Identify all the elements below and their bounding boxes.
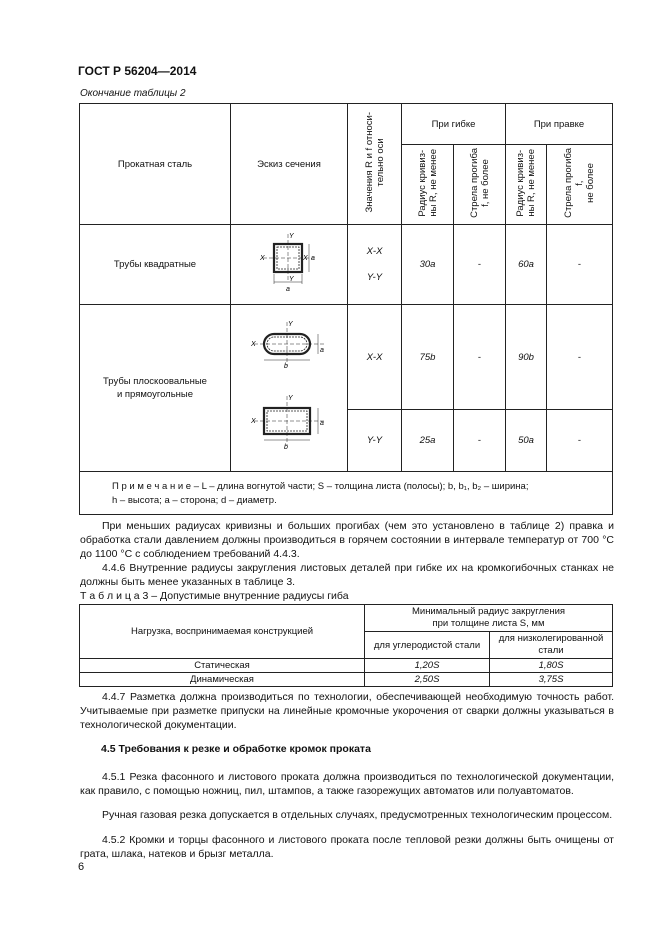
label-y: Y <box>289 276 294 283</box>
row-name: Трубы плоскоовальные и прямоугольные <box>80 305 231 472</box>
oval-rect-tube-sketch <box>244 312 334 462</box>
label-x: X <box>251 417 256 425</box>
table-3 <box>79 604 613 687</box>
paragraph: При меньших радиусах кривизны и больших прогибах (чем это установлено в таблице 2) правка и обработка стали давлением должны производиться в горячем состоянии в интервале температур от 700 °С до 1100 °С с соблюдением требований 4.4.3. <box>80 520 614 560</box>
cell-f-bend: - <box>454 305 506 410</box>
cell-carbon: 1,20S <box>365 659 490 673</box>
paragraph: Ручная газовая резка допускается в отдельных случаях, предусмотренных технологическим процессом. <box>102 809 613 821</box>
label-a: a <box>320 346 324 354</box>
cell-lowalloy: 1,80S <box>490 659 613 673</box>
head-bend-sag: Стрела прогиба f, не более <box>454 145 506 225</box>
cell-r-bend: 25a <box>402 410 454 472</box>
row-name: Трубы квадратные <box>80 225 231 305</box>
head-values: Значения R и f относи- тельно оси <box>348 104 402 225</box>
cell-r-str: 50a <box>506 410 547 472</box>
sketch-square-tube <box>231 225 348 305</box>
cell-load: Динамическая <box>80 673 365 687</box>
cell-f-bend: - <box>454 225 506 305</box>
row-axes: X-X <box>348 305 402 410</box>
table-note: П р и м е ч а н и е – L – длина вогнутой части; S – толщина листа (полосы); b, b₁, b₂ – ширина; h – высота; a – сторона; d – диаметр. <box>80 472 613 515</box>
cell-f-str: - <box>547 305 613 410</box>
label-y: Y <box>288 394 293 402</box>
label-x: X <box>260 255 265 262</box>
label-a: a <box>311 255 315 262</box>
head-bend: При гибке <box>402 104 506 145</box>
head-bend-radius: Радиус кривиз- ны R, не менее <box>402 145 454 225</box>
document-header: ГОСТ Р 56204—2014 <box>78 64 197 78</box>
cell-f-str: - <box>547 410 613 472</box>
sketch-oval-rect-tube <box>231 305 348 472</box>
cell-carbon: 2,50S <box>365 673 490 687</box>
table-3-title: Т а б л и ц а 3 – Допустимые внутренние радиусы гиба <box>80 590 349 602</box>
label-y: Y <box>289 233 294 240</box>
head-steel: Прокатная сталь <box>80 104 231 225</box>
paragraph: 4.5.1 Резка фасонного и листового проката должна производиться по технологической документации, как правило, с помощью ножниц, пил, штампов, а также газорежущих автоматов или полуавтоматов. <box>80 771 614 797</box>
row-axes: X-X Y-Y <box>348 225 402 305</box>
cell-f-str: - <box>547 225 613 305</box>
cell-r-str: 90b <box>506 305 547 410</box>
head-straighten: При правке <box>506 104 613 145</box>
table-2 <box>79 103 613 515</box>
head-carbon: для углеродистой стали <box>365 632 490 659</box>
square-tube-sketch <box>249 230 329 296</box>
row-axes: Y-Y <box>348 410 402 472</box>
label-b: b <box>284 443 288 451</box>
cell-r-str: 60a <box>506 225 547 305</box>
head-load: Нагрузка, воспринимаемая конструкцией <box>80 605 365 659</box>
label-b: b <box>284 362 288 370</box>
section-heading: 4.5 Требования к резке и обработке кромок проката <box>101 743 371 755</box>
label-a: a <box>320 419 324 427</box>
cell-lowalloy: 3,75S <box>490 673 613 687</box>
head-lowalloy: для низколегированной стали <box>490 632 613 659</box>
paragraph: 4.4.6 Внутренние радиусы закругления листовых деталей при гибке их на кромкогибочных станках не должны быть менее указанных в таблице 3. <box>80 562 614 588</box>
table-caption: Окончание таблицы 2 <box>80 88 186 99</box>
head-str-radius: Радиус кривиз- ны R, не менее <box>506 145 547 225</box>
label-x: X <box>303 255 308 262</box>
label-y: Y <box>288 320 293 328</box>
cell-load: Статическая <box>80 659 365 673</box>
paragraph: 4.4.7 Разметка должна производиться по технологии, обеспечивающей необходимую точность работ. Учитываемые при разметке припуски на линейные кромочные укорочения от сварки должны указываться в технологической документации. <box>80 691 614 731</box>
page-number: 6 <box>78 861 85 873</box>
head-sketch: Эскиз сечения <box>231 104 348 225</box>
cell-r-bend: 75b <box>402 305 454 410</box>
cell-r-bend: 30a <box>402 225 454 305</box>
label-a: a <box>286 286 290 293</box>
head-radius: Минимальный радиус закругления при толщине листа S, мм <box>365 605 613 632</box>
label-x: X <box>251 340 256 348</box>
cell-f-bend: - <box>454 410 506 472</box>
head-str-sag: Стрела прогиба f, не более <box>547 145 613 225</box>
paragraph: 4.5.2 Кромки и торцы фасонного и листового проката после тепловой резки должны быть очищены от грата, шлака, натеков и брызг металла. <box>80 834 614 860</box>
